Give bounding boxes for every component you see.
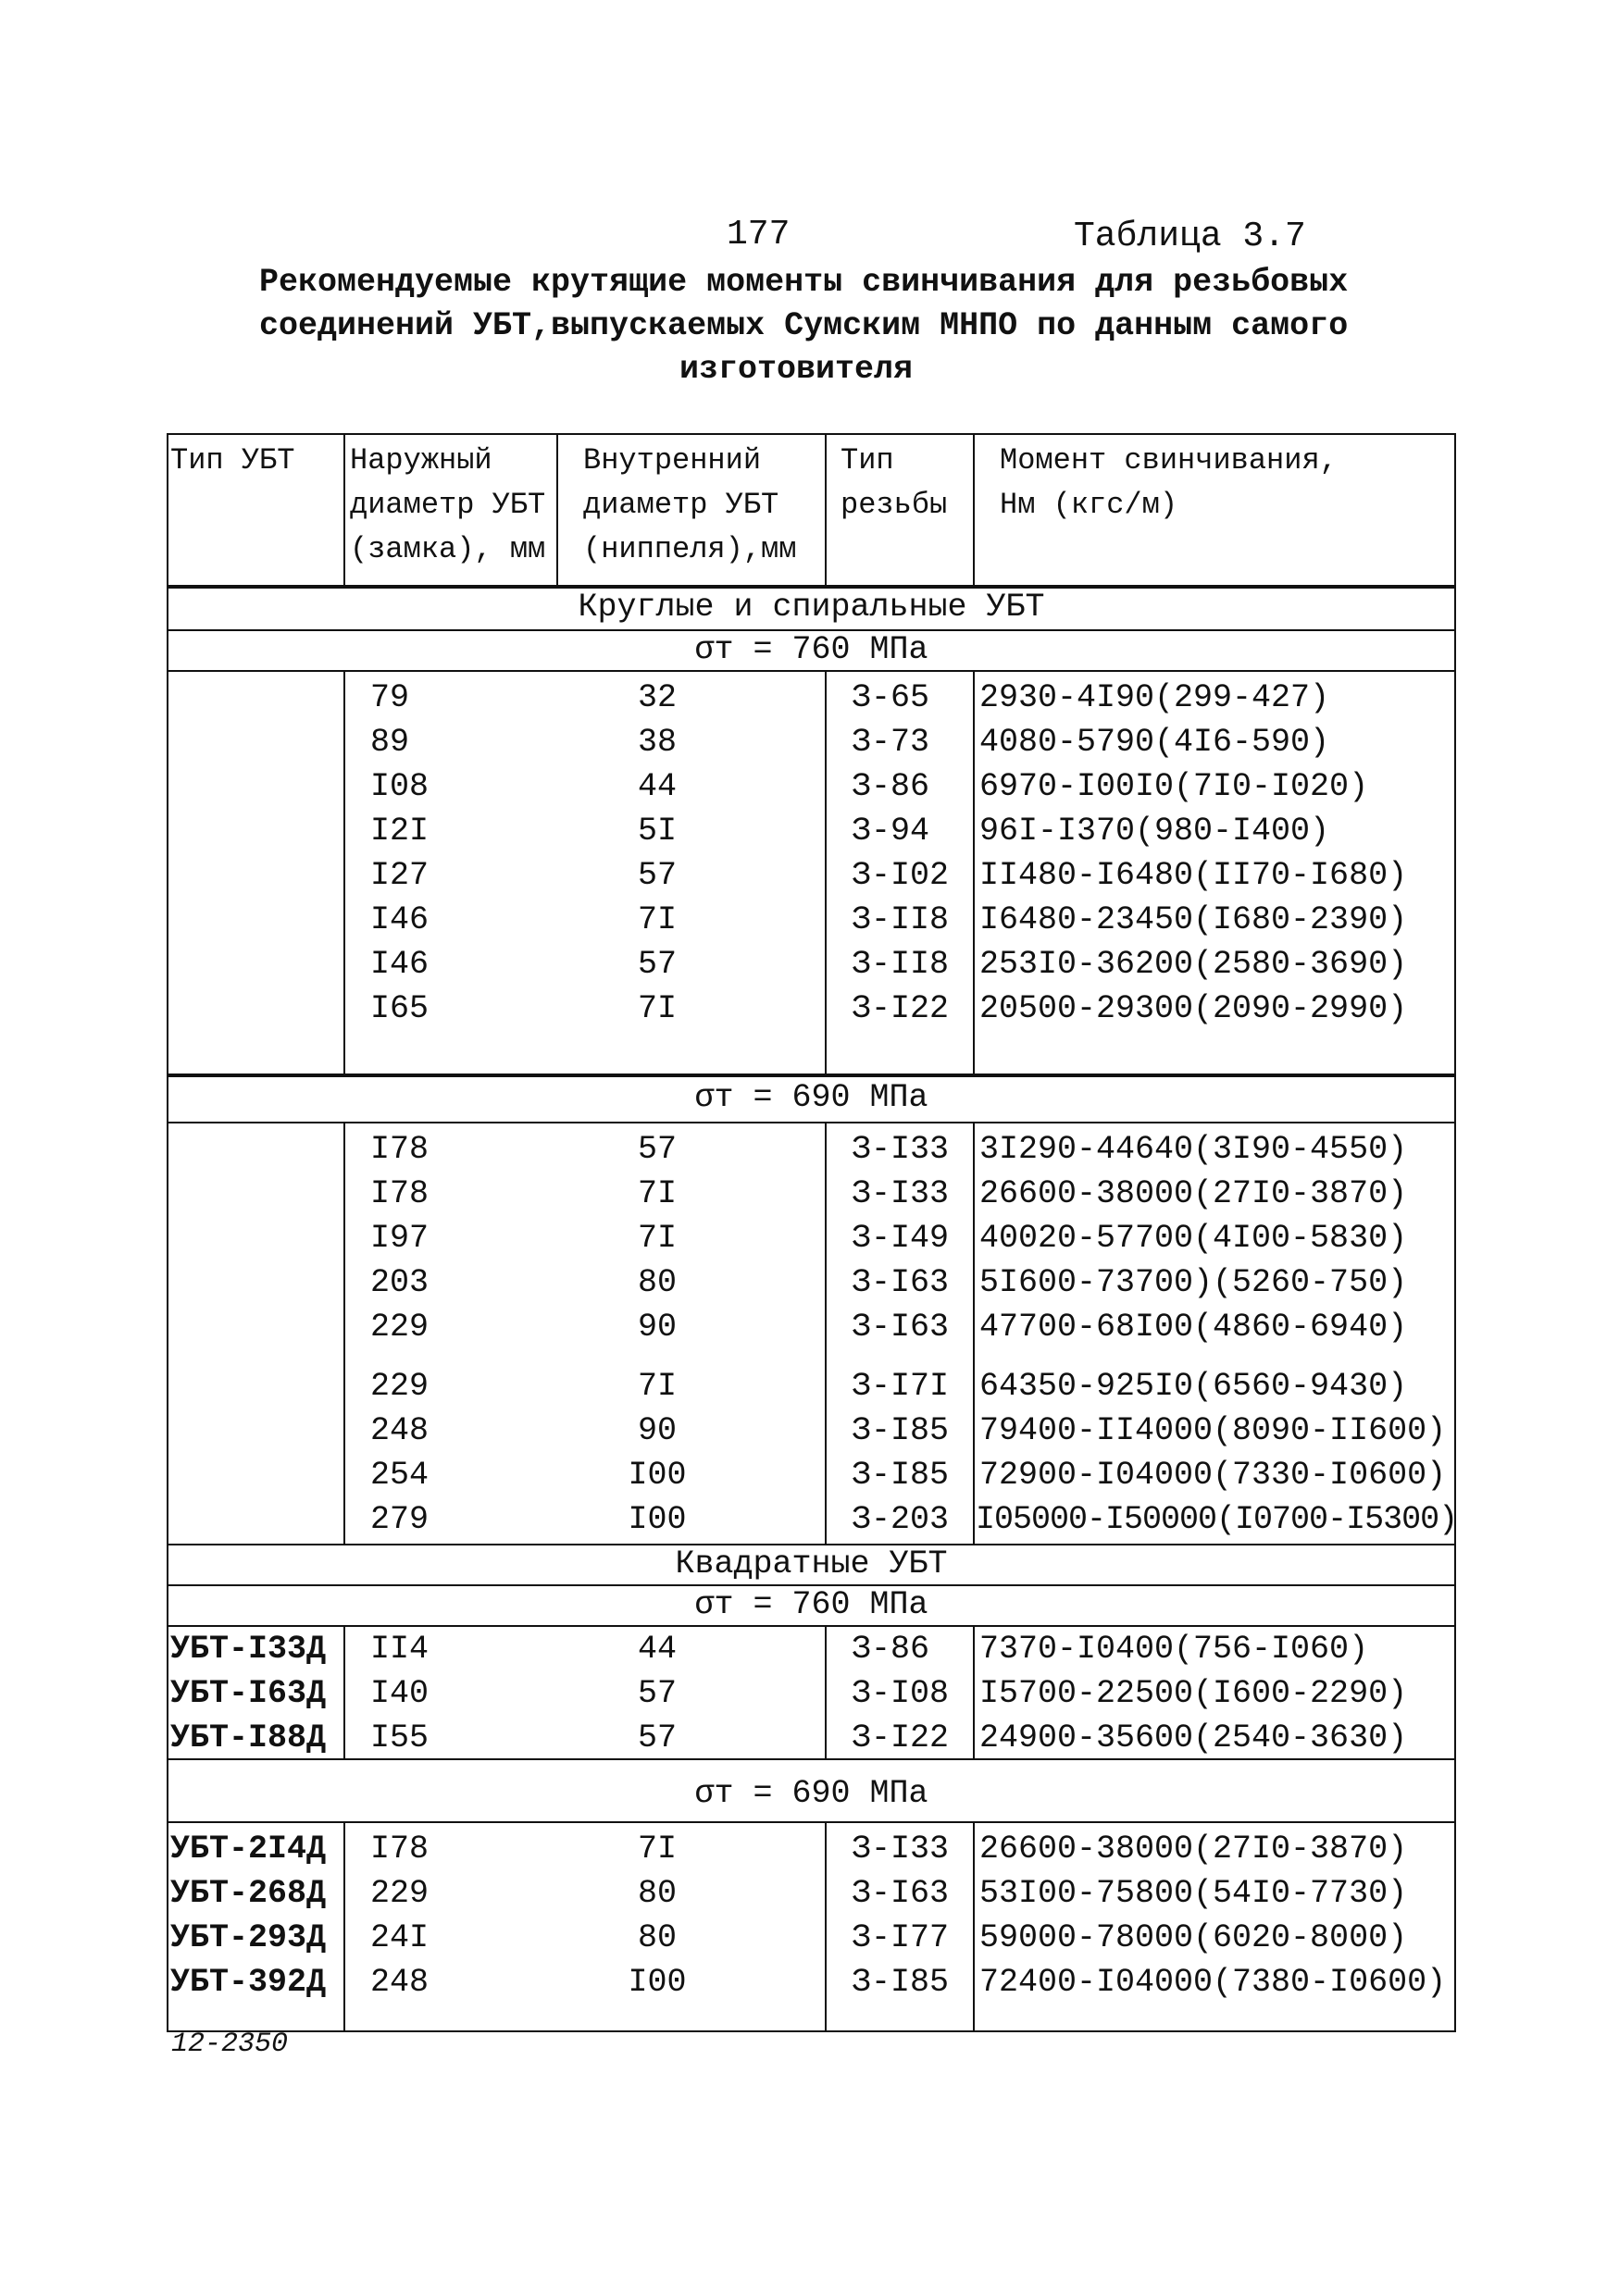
table-cell: 5I (637, 813, 677, 850)
caption-line: Рекомендуемые крутящие моменты свинчивания для резьбовых (259, 264, 1349, 301)
table-cell: З-I33 (852, 1831, 950, 1868)
table-cell: I00 (628, 1964, 687, 2001)
table-cell: УБТ-268Д (170, 1875, 327, 1912)
caption-line: изготовителя (679, 351, 914, 388)
table-cell: 20500-29300(2090-2990) (979, 990, 1408, 1027)
table-cell: 24900-35600(2540-3630) (979, 1719, 1408, 1756)
table-cell: 72400-I04000(7380-I0600) (979, 1964, 1447, 2001)
table-cell: УБТ-I63Д (170, 1675, 327, 1712)
table-cell: 203 (370, 1264, 430, 1301)
table-row (167, 1827, 1456, 1871)
table-cell: УБТ-392Д (170, 1964, 327, 2001)
table-cell: 279 (370, 1501, 430, 1538)
table-cell: I78 (370, 1831, 430, 1868)
table-cell: З-86 (852, 768, 930, 805)
table-cell: З-I85 (852, 1412, 950, 1449)
table-cell: I6480-23450(I680-2390) (979, 901, 1408, 938)
rule (973, 433, 975, 585)
table-cell: З-I63 (852, 1264, 950, 1301)
header-line: резьбы (841, 488, 948, 522)
footnote: 12-2350 (171, 2029, 289, 2060)
table-row (167, 720, 1456, 764)
table-cell: 80 (637, 1875, 677, 1912)
table-cell: 79400-II4000(8090-II600) (979, 1412, 1447, 1449)
table-cell: 47700-68I00(4860-6940) (979, 1309, 1408, 1346)
table-cell: 7I (637, 990, 677, 1027)
table-cell: 57 (637, 946, 677, 983)
table-cell: 24I (370, 1919, 430, 1956)
table-cell: 57 (637, 1131, 677, 1168)
table-row (167, 987, 1456, 1031)
table-cell: З-I49 (852, 1220, 950, 1257)
table-row (167, 676, 1456, 720)
table-cell: 57 (637, 857, 677, 894)
table-cell: I40 (370, 1675, 430, 1712)
rule (167, 433, 1456, 435)
section-stress: σт = 760 МПа (694, 1586, 928, 1623)
table-cell: I46 (370, 901, 430, 938)
table-cell: УБТ-I33Д (170, 1631, 327, 1668)
table-cell: 79 (370, 679, 410, 716)
table-cell: 80 (637, 1919, 677, 1956)
table-cell: 59000-78000(6020-8000) (979, 1919, 1408, 1956)
table-row (167, 809, 1456, 853)
table-cell: З-65 (852, 679, 930, 716)
table-cell: УБТ-2I4Д (170, 1831, 327, 1868)
section-stress: σт = 760 МПа (694, 631, 928, 668)
table-cell: I65 (370, 990, 430, 1027)
table-row (167, 1453, 1456, 1497)
table-cell: 44 (637, 768, 677, 805)
table-cell: 7I (637, 1175, 677, 1212)
table-cell: II480-I6480(II70-I680) (979, 857, 1408, 894)
table-row (167, 898, 1456, 942)
rule (167, 1821, 1456, 1823)
table-cell: З-I33 (852, 1175, 950, 1212)
table-row (167, 1127, 1456, 1172)
table-row (167, 1216, 1456, 1260)
table-cell: 248 (370, 1412, 430, 1449)
table-cell: 7I (637, 1220, 677, 1257)
table-cell: З-I22 (852, 1719, 950, 1756)
rule (167, 1122, 1456, 1123)
table-cell: 57 (637, 1719, 677, 1756)
table-cell: I2I (370, 813, 430, 850)
table-cell: 6970-I00I0(7I0-I020) (979, 768, 1369, 805)
table-row (167, 1960, 1456, 2004)
table-cell: 7I (637, 901, 677, 938)
table-cell: I78 (370, 1131, 430, 1168)
table-cell: 90 (637, 1412, 677, 1449)
table-cell: З-I77 (852, 1919, 950, 1956)
table-cell: I08 (370, 768, 430, 805)
table-cell: З-I7I (852, 1368, 950, 1405)
table-cell: УБТ-293Д (170, 1919, 327, 1956)
caption-line: соединений УБТ,выпускаемых Сумским МНПО по данным самого (259, 307, 1349, 344)
table-cell: 32 (637, 679, 677, 716)
table-cell: 229 (370, 1368, 430, 1405)
table-cell: 72900-I04000(7330-I0600) (979, 1457, 1447, 1494)
rule (556, 433, 558, 585)
table-cell: 229 (370, 1875, 430, 1912)
table-cell: 5I600-73700)(5260-750) (979, 1264, 1408, 1301)
table-cell: 53I00-75800(54I0-7730) (979, 1875, 1408, 1912)
header-line: (замка), мм (350, 532, 546, 566)
table-cell: 253I0-36200(2580-3690) (979, 946, 1408, 983)
table-cell: I78 (370, 1175, 430, 1212)
header-type: Тип УБТ (170, 443, 295, 478)
table-cell: I5700-22500(I600-2290) (979, 1675, 1408, 1712)
table-cell: 96I-I370(980-I400) (979, 813, 1330, 850)
table-cell: I05000-I50000(I0700-I5300) (976, 1501, 1458, 1538)
table-cell: З-I22 (852, 990, 950, 1027)
table-cell: З-73 (852, 724, 930, 761)
table-row (167, 1260, 1456, 1305)
torque-table (167, 433, 1456, 2032)
table-cell: 7I (637, 1368, 677, 1405)
table-label: Таблица 3.7 (1074, 217, 1306, 256)
section-stress: σт = 690 МПа (694, 1079, 928, 1116)
section-title: Круглые и спиральные УБТ (578, 589, 1045, 626)
table-cell: I27 (370, 857, 430, 894)
table-cell: З-203 (852, 1501, 950, 1538)
table-cell: 90 (637, 1309, 677, 1346)
header-line: Наружный (350, 443, 492, 478)
table-row (167, 1627, 1456, 1671)
table-row (167, 764, 1456, 809)
table-row (167, 1671, 1456, 1716)
header-inner-diameter (583, 439, 796, 572)
header-line: Момент свинчивания, (1000, 443, 1338, 478)
table-cell: I97 (370, 1220, 430, 1257)
table-row (167, 1871, 1456, 1916)
table-row (167, 1364, 1456, 1409)
table-cell: 26600-38000(27I0-3870) (979, 1175, 1408, 1212)
table-cell: З-I63 (852, 1875, 950, 1912)
table-row (167, 1172, 1456, 1216)
table-cell: 89 (370, 724, 410, 761)
header-thread-type (841, 439, 947, 527)
table-cell: I00 (628, 1457, 687, 1494)
rule (343, 433, 345, 585)
table-row (167, 1305, 1456, 1349)
table-caption (259, 261, 1349, 391)
header-line: Тип (841, 443, 894, 478)
table-row (167, 1409, 1456, 1453)
page-number: 177 (727, 215, 791, 254)
table-row (167, 1916, 1456, 1960)
header-torque (1000, 439, 1338, 527)
table-cell: I00 (628, 1501, 687, 1538)
table-cell: З-94 (852, 813, 930, 850)
table-cell: 38 (637, 724, 677, 761)
table-cell: 4080-5790(4I6-590) (979, 724, 1330, 761)
table-cell: З-I85 (852, 1964, 950, 2001)
table-cell: 7370-I0400(756-I060) (979, 1631, 1369, 1668)
table-cell: З-I33 (852, 1131, 950, 1168)
rule (167, 670, 1456, 672)
rule (825, 433, 827, 585)
table-cell: З-I08 (852, 1675, 950, 1712)
section-stress: σт = 690 МПа (694, 1775, 928, 1812)
table-cell: УБТ-I88Д (170, 1719, 327, 1756)
section-title: Квадратные УБТ (675, 1545, 948, 1582)
table-cell: 40020-57700(4I00-5830) (979, 1220, 1408, 1257)
table-cell: 254 (370, 1457, 430, 1494)
table-cell: 248 (370, 1964, 430, 2001)
table-cell: З-II8 (852, 946, 950, 983)
header-line: Внутренний (583, 443, 762, 478)
table-cell: З-I02 (852, 857, 950, 894)
table-cell: 64350-925I0(6560-9430) (979, 1368, 1408, 1405)
table-cell: 26600-38000(27I0-3870) (979, 1831, 1408, 1868)
rule (167, 2030, 1456, 2032)
table-cell: I46 (370, 946, 430, 983)
table-cell: З-I63 (852, 1309, 950, 1346)
table-cell: З-86 (852, 1631, 930, 1668)
table-cell: З-I85 (852, 1457, 950, 1494)
table-cell: II4 (370, 1631, 430, 1668)
table-cell: 80 (637, 1264, 677, 1301)
table-cell: 57 (637, 1675, 677, 1712)
table-row (167, 853, 1456, 898)
header-line: диаметр УБТ (583, 488, 779, 522)
table-cell: 229 (370, 1309, 430, 1346)
table-cell: З-II8 (852, 901, 950, 938)
header-line: (ниппеля),мм (583, 532, 797, 566)
table-cell: 44 (637, 1631, 677, 1668)
table-row (167, 1497, 1456, 1542)
table-cell: 3I290-44640(3I90-4550) (979, 1131, 1408, 1168)
table-cell: 2930-4I90(299-427) (979, 679, 1330, 716)
header-line: диаметр УБТ (350, 488, 546, 522)
table-row (167, 942, 1456, 987)
table-cell: I55 (370, 1719, 430, 1756)
table-row (167, 1716, 1456, 1760)
header-outer-diameter (350, 439, 545, 572)
header-line: Нм (кгс/м) (1000, 488, 1178, 522)
table-cell: 7I (637, 1831, 677, 1868)
